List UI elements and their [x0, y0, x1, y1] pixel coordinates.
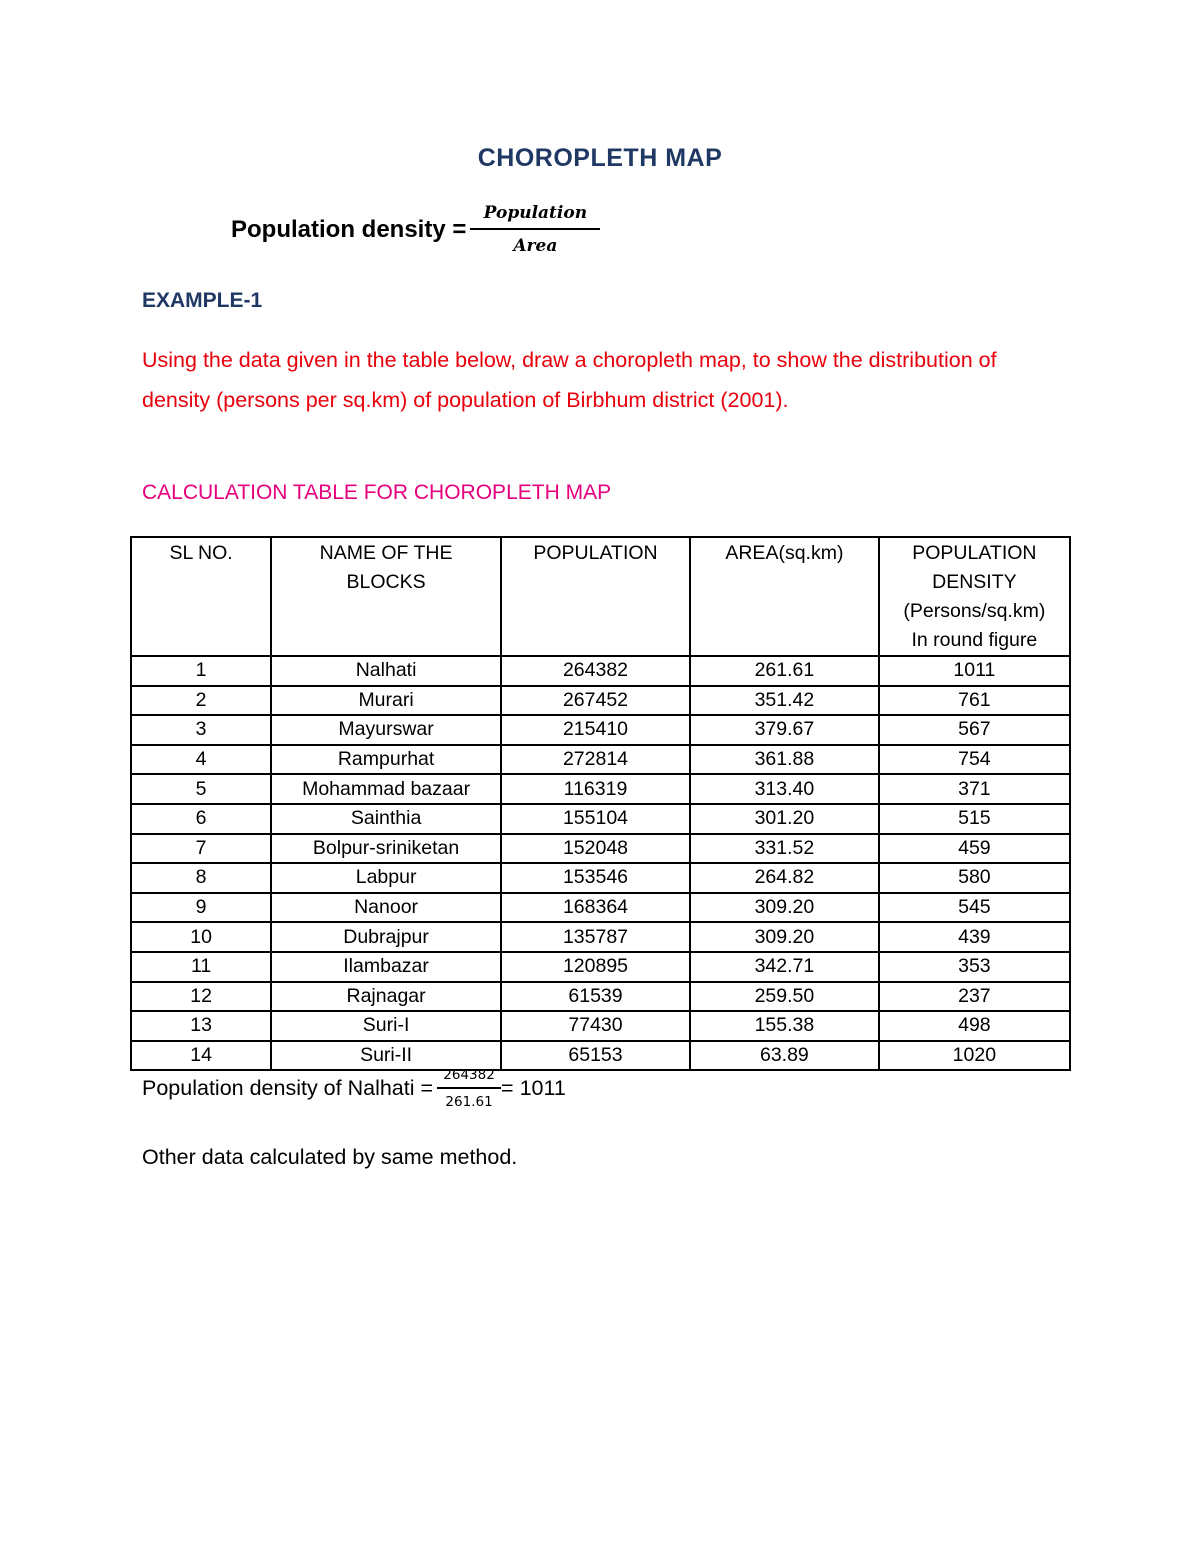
cell-name: Sainthia — [271, 804, 501, 834]
cell-density: 371 — [879, 774, 1070, 804]
cell-population: 264382 — [501, 656, 690, 686]
cell-sl: 11 — [131, 952, 271, 982]
cell-density: 761 — [879, 686, 1070, 716]
cell-name: Bolpur-sriniketan — [271, 834, 501, 864]
cell-sl: 3 — [131, 715, 271, 745]
cell-density: 545 — [879, 893, 1070, 923]
cell-name: Nanoor — [271, 893, 501, 923]
table-row — [131, 922, 1070, 952]
nalhati-result: = 1011 — [501, 1075, 566, 1100]
cell-sl: 6 — [131, 804, 271, 834]
cell-density: 515 — [879, 804, 1070, 834]
header-name-line: BLOCKS — [346, 571, 426, 593]
page-title: CHOROPLETH MAP — [477, 144, 723, 172]
cell-population: 135787 — [501, 922, 690, 952]
cell-area: 309.20 — [690, 922, 879, 952]
calculation-table-heading: CALCULATION TABLE FOR CHOROPLETH MAP — [142, 481, 612, 504]
cell-population: 272814 — [501, 745, 690, 775]
cell-name: Suri-I — [271, 1011, 501, 1041]
header-sl-text: SL NO. — [169, 542, 233, 564]
cell-area: 261.61 — [690, 656, 879, 686]
table-row — [131, 745, 1070, 775]
cell-area: 351.42 — [690, 686, 879, 716]
cell-sl: 2 — [131, 686, 271, 716]
header-density — [879, 537, 1070, 656]
cell-density: 237 — [879, 982, 1070, 1012]
cell-density: 1020 — [879, 1041, 1070, 1071]
formula-numerator: Population — [483, 203, 588, 223]
cell-name: Ilambazar — [271, 952, 501, 982]
cell-name: Mohammad bazaar — [271, 774, 501, 804]
cell-area: 301.20 — [690, 804, 879, 834]
density-formula — [231, 203, 600, 256]
cell-name: Nalhati — [271, 656, 501, 686]
header-density-line: DENSITY — [932, 571, 1017, 593]
cell-area: 379.67 — [690, 715, 879, 745]
nalhati-fraction — [437, 1067, 501, 1110]
header-area-text: AREA(sq.km) — [725, 542, 844, 564]
cell-sl: 1 — [131, 656, 271, 686]
cell-area: 313.40 — [690, 774, 879, 804]
table-row — [131, 804, 1070, 834]
cell-sl: 9 — [131, 893, 271, 923]
cell-name: Murari — [271, 686, 501, 716]
nalhati-denominator: 261.61 — [445, 1093, 493, 1110]
nalhati-calculation — [142, 1067, 566, 1110]
cell-area: 155.38 — [690, 1011, 879, 1041]
cell-area: 259.50 — [690, 982, 879, 1012]
header-area — [690, 537, 879, 656]
table-row — [131, 774, 1070, 804]
cell-area: 309.20 — [690, 893, 879, 923]
cell-density: 567 — [879, 715, 1070, 745]
cell-density: 754 — [879, 745, 1070, 775]
cell-population: 168364 — [501, 893, 690, 923]
cell-density: 498 — [879, 1011, 1070, 1041]
nalhati-numerator: 264382 — [443, 1067, 495, 1083]
cell-name: Rajnagar — [271, 982, 501, 1012]
cell-name: Mayurswar — [271, 715, 501, 745]
nalhati-label: Population density of Nalhati = — [142, 1075, 434, 1100]
fraction-bar — [437, 1087, 501, 1089]
cell-population: 65153 — [501, 1041, 690, 1071]
header-block-name — [271, 537, 501, 656]
header-name-line: NAME OF THE — [319, 542, 453, 564]
cell-population: 77430 — [501, 1011, 690, 1041]
table-row — [131, 656, 1070, 686]
cell-area: 331.52 — [690, 834, 879, 864]
cell-area: 63.89 — [690, 1041, 879, 1071]
fraction-bar — [470, 228, 600, 230]
other-data-note: Other data calculated by same method. — [142, 1145, 518, 1169]
table-row — [131, 715, 1070, 745]
header-density-line: In round figure — [911, 629, 1038, 651]
formula-denominator: Area — [513, 236, 558, 256]
cell-density: 439 — [879, 922, 1070, 952]
question-text: Using the data given in the table below, draw a choropleth map, to show the distribution of density (persons per sq.km) of population of Birbhum district (2001). — [142, 348, 997, 412]
cell-sl: 4 — [131, 745, 271, 775]
table-body — [131, 656, 1070, 1070]
table-row — [131, 1041, 1070, 1071]
header-sl-no — [131, 537, 271, 656]
cell-population: 61539 — [501, 982, 690, 1012]
cell-population: 215410 — [501, 715, 690, 745]
cell-name: Rampurhat — [271, 745, 501, 775]
cell-sl: 7 — [131, 834, 271, 864]
cell-density: 353 — [879, 952, 1070, 982]
cell-density: 580 — [879, 863, 1070, 893]
cell-sl: 13 — [131, 1011, 271, 1041]
cell-name: Labpur — [271, 863, 501, 893]
cell-population: 153546 — [501, 863, 690, 893]
cell-population: 120895 — [501, 952, 690, 982]
cell-population: 152048 — [501, 834, 690, 864]
cell-area: 342.71 — [690, 952, 879, 982]
table-row — [131, 686, 1070, 716]
table-row — [131, 834, 1070, 864]
calculation-table — [130, 536, 1071, 1071]
cell-population: 116319 — [501, 774, 690, 804]
header-population — [501, 537, 690, 656]
formula-label: Population density = — [231, 215, 467, 243]
table-row — [131, 1011, 1070, 1041]
header-density-line: POPULATION — [912, 542, 1037, 564]
cell-sl: 8 — [131, 863, 271, 893]
table-row — [131, 863, 1070, 893]
cell-sl: 10 — [131, 922, 271, 952]
cell-population: 267452 — [501, 686, 690, 716]
cell-name: Suri-II — [271, 1041, 501, 1071]
cell-sl: 12 — [131, 982, 271, 1012]
header-density-line: (Persons/sq.km) — [903, 600, 1046, 622]
cell-name: Dubrajpur — [271, 922, 501, 952]
table-header-row — [131, 537, 1070, 656]
cell-sl: 14 — [131, 1041, 271, 1071]
header-population-text: POPULATION — [533, 542, 658, 564]
cell-density: 459 — [879, 834, 1070, 864]
table-row — [131, 982, 1070, 1012]
cell-sl: 5 — [131, 774, 271, 804]
cell-area: 264.82 — [690, 863, 879, 893]
formula-fraction — [470, 203, 600, 256]
cell-density: 1011 — [879, 656, 1070, 686]
table-row — [131, 952, 1070, 982]
cell-area: 361.88 — [690, 745, 879, 775]
example-label: EXAMPLE-1 — [142, 289, 263, 312]
cell-population: 155104 — [501, 804, 690, 834]
table-row — [131, 893, 1070, 923]
